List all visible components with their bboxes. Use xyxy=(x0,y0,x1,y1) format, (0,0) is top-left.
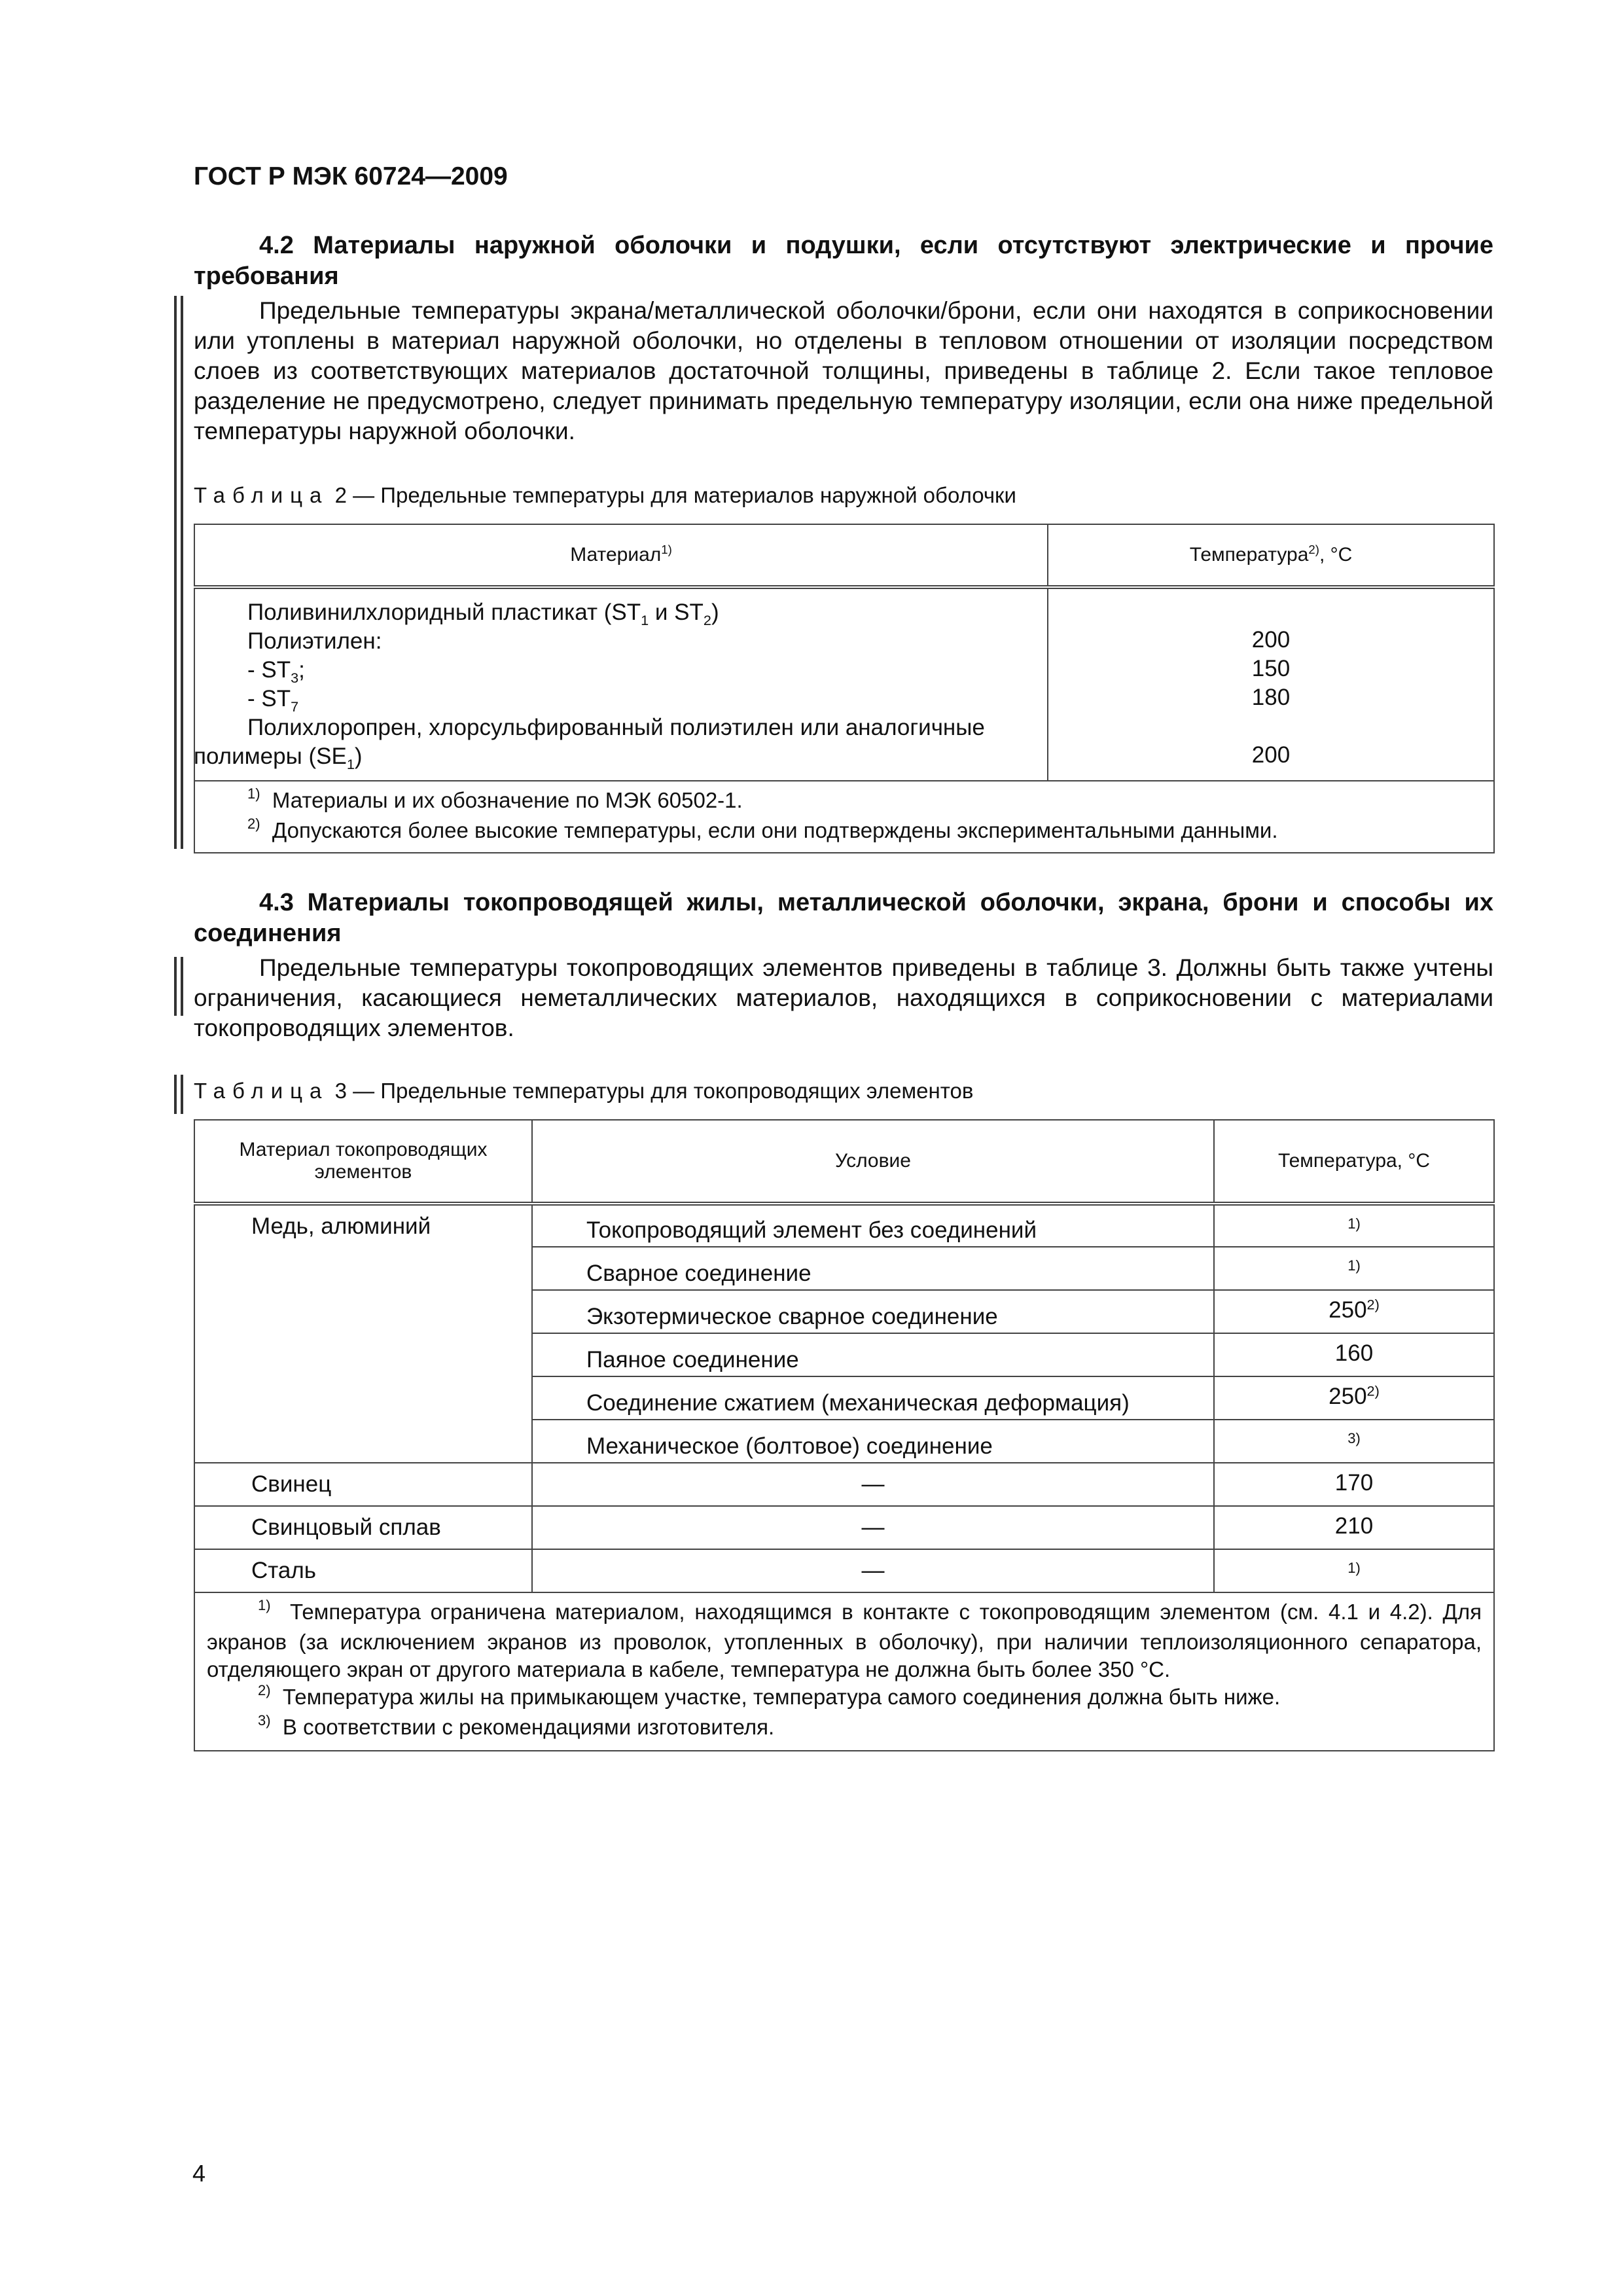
table-3-condition: Паяное соединение xyxy=(532,1333,1214,1376)
caption-text: 3 — Предельные температуры для токопроводящих элементов xyxy=(334,1079,974,1103)
table-3-condition: — xyxy=(532,1506,1214,1549)
table-3-header-material: Материал токопроводящих элементов xyxy=(194,1120,532,1204)
material-pe: Полиэтилен: xyxy=(247,628,382,654)
table-3-material: Сталь xyxy=(194,1549,532,1592)
table-3-note-3: $^{3)}$ В соответствии с рекомендациями изготовителя. xyxy=(258,1712,775,1739)
section-4-2-title: 4.2 Материалы наружной оболочки и подушки, если отсутствуют электрические и прочие требования xyxy=(194,232,1493,290)
section-4-3-title: 4.3 Материалы токопроводящей жилы, металлической оболочки, экрана, брони и способы их соединения xyxy=(194,889,1493,947)
table-2-materials-cell xyxy=(194,587,1048,781)
table-3-header-temperature: Температура, °С xyxy=(1214,1120,1494,1204)
material-st7: - $ST_7$ xyxy=(247,686,299,715)
table-2-header-temperature: Температура$^{2)}$, °С xyxy=(1048,524,1494,587)
material-pvc: Поливинилхлоридный пластикат ($ST_1$ и $ST_2$) xyxy=(247,600,719,628)
table-3 xyxy=(194,1119,1495,1751)
material-pcp: Полихлоропрен, хлорсульфированный полиэтилен или аналогичные xyxy=(247,715,985,740)
change-bar xyxy=(181,957,183,1016)
material-st3: - $ST_3$; xyxy=(247,657,305,686)
table-2 xyxy=(194,524,1495,853)
table-3-temperature: 250$^{2)}$ xyxy=(1214,1290,1494,1333)
caption-word: Таблица xyxy=(194,1079,329,1103)
material-pcp-cont: полимеры $(SE_1)$ xyxy=(194,744,363,772)
change-bar xyxy=(174,1075,177,1114)
table-2-header-material: Материал$^{1)}$ xyxy=(194,524,1048,587)
table-3-temperature: 210 xyxy=(1214,1506,1494,1549)
change-bar xyxy=(174,296,177,849)
table-3-note-1: $^{1)}$ Температура ограничена материалом, находящимся в контакте с токопроводящим элементом (см. 4.1 и 4.2). Для экранов (за исключением экранов из проволок, утопленных в оболочку), при наличии теплоизоляционного сепаратора, отделяющего экран от другого материала в кабеле, температура не должна быть более 350 °С. xyxy=(207,1597,1482,1681)
table-3-temperature: 3) xyxy=(1214,1420,1494,1463)
change-bar xyxy=(181,296,183,849)
table-3-temperature: 1) xyxy=(1214,1204,1494,1247)
table-3-material: Свинец xyxy=(194,1463,532,1506)
section-4-2-text: Предельные температуры экрана/металлической оболочки/брони, если они находятся в соприкосновении или утоплены в материал наружной оболочки, но отделены в тепловом отношении от изоляции посредством слоев из соответствующих материалов достаточной толщины, приведены в таблице 2. Если такое тепловое разделение не предусмотрено, следует принимать предельную температуру изоляции, если она ниже предельной температуры наружной оболочки. xyxy=(194,297,1493,444)
caption-text: 2 — Предельные температуры для материалов наружной оболочки xyxy=(334,483,1016,507)
table-3-condition: Экзотермическое сварное соединение xyxy=(532,1290,1214,1333)
temp-value: 180 xyxy=(1251,685,1291,710)
table-3-temperature: 170 xyxy=(1214,1463,1494,1506)
table-3-note-2: $^{2)}$ Температура жилы на примыкающем участке, температура самого соединения должна быть ниже. xyxy=(258,1682,1281,1709)
table-3-temperature: 1) xyxy=(1214,1247,1494,1290)
caption-word: Таблица xyxy=(194,483,329,507)
page-number: 4 xyxy=(192,2160,206,2187)
temp-value: 200 xyxy=(1251,742,1291,768)
change-bar xyxy=(174,957,177,1016)
table-3-condition: Соединение сжатием (механическая деформация) xyxy=(532,1376,1214,1420)
document-header: ГОСТ Р МЭК 60724—2009 xyxy=(194,162,508,190)
table-3-condition: — xyxy=(532,1549,1214,1592)
table-3-notes xyxy=(194,1592,1494,1751)
table-2-note-1: $^{1)}$ Материалы и их обозначение по МЭК 60502-1. xyxy=(247,785,743,812)
change-bar xyxy=(181,1075,183,1114)
table-3-material: Свинцовый сплав xyxy=(194,1506,532,1549)
table-3-temperature: 160 xyxy=(1214,1333,1494,1376)
table-3-temperature: 1) xyxy=(1214,1549,1494,1592)
table-2-note-2: $^{2)}$ Допускаются более высокие температуры, если они подтверждены экспериментальными данными. xyxy=(247,816,1278,842)
temp-value: 150 xyxy=(1251,656,1291,681)
table-2-temps-cell xyxy=(1048,587,1494,781)
table-3-header-condition: Условие xyxy=(532,1120,1214,1204)
table-3-caption xyxy=(194,1079,973,1103)
section-4-3-text: Предельные температуры токопроводящих элементов приведены в таблице 3. Должны быть также учтены ограничения, касающиеся неметаллических материалов, находящихся в соприкосновении с материалами токопроводящих элементов. xyxy=(194,954,1493,1041)
table-3-condition: Токопроводящий элемент без соединений xyxy=(532,1204,1214,1247)
table-3-condition: Механическое (болтовое) соединение xyxy=(532,1420,1214,1463)
table-2-caption xyxy=(194,483,1016,508)
table-3-condition: — xyxy=(532,1463,1214,1506)
temp-value: 200 xyxy=(1251,627,1291,653)
table-2-notes xyxy=(194,781,1494,853)
table-3-temperature: 250$^{2)}$ xyxy=(1214,1376,1494,1420)
table-3-material-copper-aluminium: Медь, алюминий xyxy=(194,1204,532,1463)
table-3-condition: Сварное соединение xyxy=(532,1247,1214,1290)
